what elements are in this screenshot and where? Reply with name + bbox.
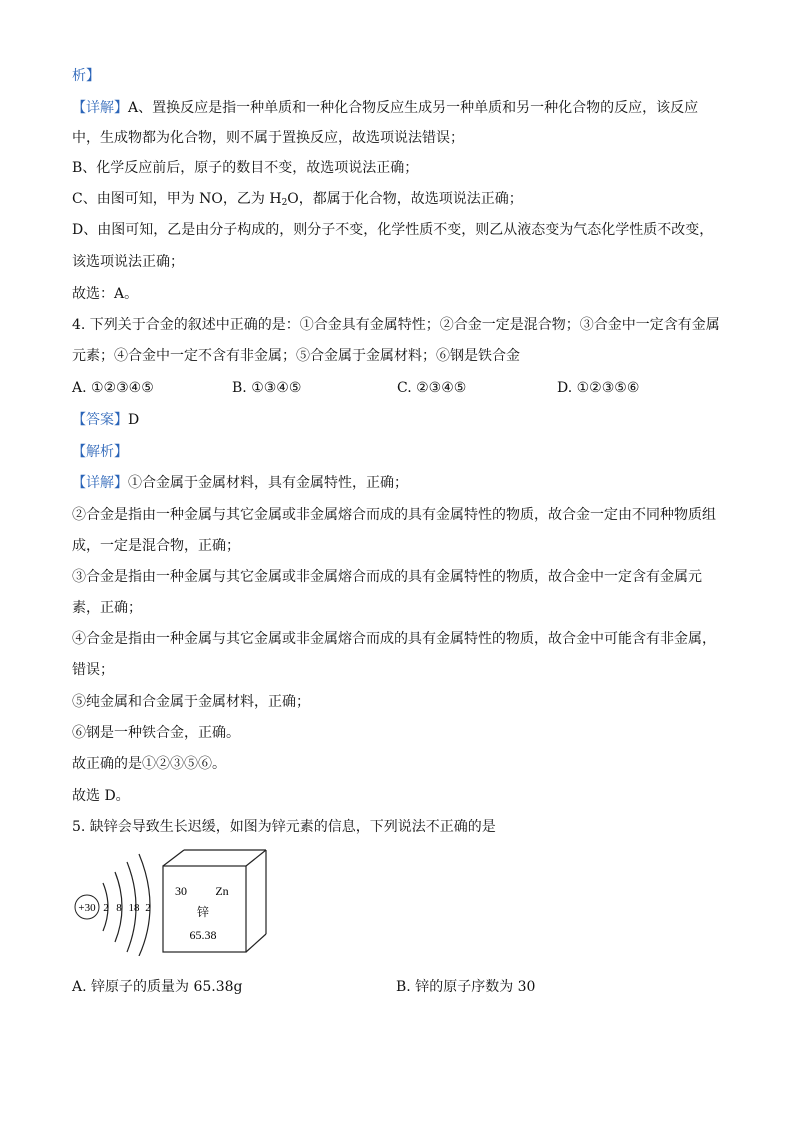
answer-label: 【答案】	[72, 412, 128, 428]
q4-detail-line-3: 成，一定是混合物，正确；	[72, 538, 240, 554]
q4-detail-line-5: 素，正确；	[72, 600, 142, 616]
prev-answer-line: 故选：A。	[72, 286, 139, 302]
q4-detail-line-9: ⑥钢是一种铁合金，正确。	[72, 725, 240, 741]
detail-label: 【详解】	[72, 475, 128, 491]
q4-detail-line-8: ⑤纯金属和合金属于金属材料，正确；	[72, 694, 310, 710]
prev-detail-line-3: B、化学反应前后，原子的数目不变，故选项说法正确；	[72, 160, 419, 176]
element-symbol: Zn	[215, 884, 229, 898]
q4-option-d: D. ①②③⑤⑥	[557, 380, 640, 396]
q4-stem-line-2: 元素；④合金中一定不含有非金属；⑤合金属于金属材料；⑥钢是铁合金	[72, 348, 520, 364]
q4-option-b: B. ①③④⑤	[232, 380, 302, 396]
q4-answer-line	[72, 410, 139, 430]
q4-option-c: C. ②③④⑤	[397, 380, 467, 396]
detail-label: 【详解】	[72, 100, 128, 116]
q4-detail-line-6: ④合金是指由一种金属与其它金属或非金属熔合而成的具有金属特性的物质，故合金中可能含有非金属，	[72, 631, 716, 647]
zinc-figure	[70, 844, 280, 956]
atomic-mass: 65.38	[189, 928, 217, 942]
prev-detail-line-2: 中，生成物都为化合物，则不属于置换反应，故选项说法错误；	[72, 130, 464, 146]
q4-stem-line-1: 4. 下列关于合金的叙述中正确的是：①合金具有金属特性；②合金一定是混合物；③合金中一定含有金属	[72, 317, 720, 333]
q4-analysis-label: 【解析】	[72, 444, 128, 460]
atom-structure-diagram	[75, 854, 151, 956]
q4-detail-line-4: ③合金是指由一种金属与其它金属或非金属熔合而成的具有金属特性的物质，故合金中一定含有金属元	[72, 569, 702, 585]
element-name: 锌	[196, 905, 210, 919]
shell-4-count: 2	[145, 902, 151, 914]
q4-detail-line-2: ②合金是指由一种金属与其它金属或非金属熔合而成的具有金属特性的物质，故合金一定由不同种物质组	[72, 507, 716, 523]
prev-detail-line-4: C、由图可知，甲为 NO，乙为 $H_2O$，都属于化合物，故选项说法正确；	[72, 191, 523, 208]
q4-detail-line-1: 【详解】①合金属于金属材料，具有金属特性，正确；	[72, 475, 408, 491]
element-card-cube	[163, 850, 266, 952]
analysis-tag: 析】	[72, 68, 100, 84]
shell-3-count: 18	[128, 902, 140, 914]
shell-1-count: 2	[103, 902, 109, 914]
prev-detail-line-5: D、由图可知，乙是由分子构成的，则分子不变，化学性质不变，则乙从液态变为气态化学性质不改变，	[72, 222, 714, 238]
q5-option-b: B. 锌的原子序数为 30	[396, 979, 536, 995]
q5-stem: 5. 缺锌会导致生长迟缓，如图为锌元素的信息，下列说法不正确的是	[72, 819, 496, 835]
nucleus-charge: +30	[78, 902, 96, 914]
prev-detail-line-6: 该选项说法正确；	[72, 254, 184, 270]
q4-detail-line-10: 故正确的是①②③⑤⑥。	[72, 756, 226, 772]
atomic-number: 30	[175, 884, 187, 898]
q4-detail-line-7: 错误；	[72, 662, 114, 678]
q4-option-a: A. ①②③④⑤	[72, 380, 154, 396]
shell-2-count: 8	[116, 902, 122, 914]
prev-detail-line-1: 【详解】A、置换反应是指一种单质和一种化合物反应生成另一种单质和另一种化合物的反应，该反应	[72, 100, 699, 116]
q5-option-a: A. 锌原子的质量为 65.38g	[72, 979, 243, 995]
q4-detail-line-11: 故选 D。	[72, 788, 130, 804]
answer-value: D	[128, 412, 140, 428]
